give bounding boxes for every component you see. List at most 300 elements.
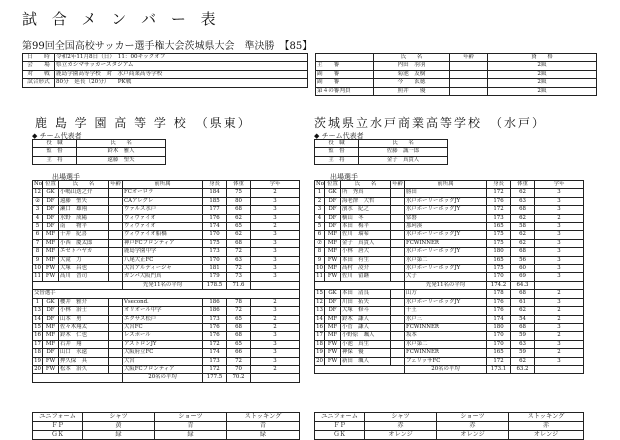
players-label-home: 出場選手 xyxy=(52,173,80,181)
sub-grade: 3 xyxy=(251,332,300,340)
players-header-name: 氏 名 xyxy=(59,181,109,189)
player-name: 遠藤 聖矢 xyxy=(59,197,109,205)
player-age xyxy=(109,223,123,231)
sub-weight: 59 xyxy=(511,332,535,340)
player-age xyxy=(109,265,123,273)
sub-name: 小林 治士 xyxy=(59,307,109,315)
all-avg-weight: 70.2 xyxy=(227,374,251,382)
player-age xyxy=(109,273,123,281)
rep-label-home: ◆ チーム代表者 xyxy=(32,132,82,140)
match-info-value: 県立カシマサッカースタジアム xyxy=(55,62,308,70)
sub-row xyxy=(33,349,300,357)
player-prev: 那珂湊 xyxy=(405,223,487,231)
sub-name: 新田 颯人 xyxy=(341,357,391,365)
player-pos: FW xyxy=(43,265,59,273)
player-row xyxy=(315,223,584,231)
player-row xyxy=(33,223,300,231)
match-info-label: 対 戦 xyxy=(23,70,55,78)
players-header-row xyxy=(33,181,300,189)
official-name: 今 玄徳 xyxy=(374,79,450,87)
uniform-header-label: ユニフォーム xyxy=(33,413,83,422)
uniform-shirt: 黄 xyxy=(83,422,155,431)
player-no: 11 xyxy=(34,273,41,280)
player-no: 3 xyxy=(33,206,43,214)
player-grade: 3 xyxy=(251,239,300,247)
sub-name: 小野原 颯人 xyxy=(341,332,391,340)
player-weight: 68 xyxy=(511,248,535,256)
player-pos: GK xyxy=(325,189,341,197)
rep-row xyxy=(315,156,448,164)
official-row xyxy=(316,70,597,78)
match-info-label: 試合形式 xyxy=(23,79,55,87)
sub-name: 櫻井 雅介 xyxy=(59,298,109,306)
player-weight: 68 xyxy=(227,239,251,247)
sub-pos: MF xyxy=(43,340,59,348)
player-grade: 3 xyxy=(535,223,584,231)
sub-pos: FW xyxy=(325,357,341,365)
player-height: 181 xyxy=(203,265,227,273)
player-grade: 3 xyxy=(251,197,300,205)
sub-prev: FCWINNER xyxy=(405,349,487,357)
player-no: 6 xyxy=(315,231,325,239)
player-height: 184 xyxy=(203,189,227,197)
player-name: 南 物平 xyxy=(59,223,109,231)
player-grade: 3 xyxy=(251,265,300,273)
players-label-away: 出場選手 xyxy=(330,173,358,181)
sub-row xyxy=(315,290,584,298)
player-name: 横山 冬 xyxy=(341,214,391,222)
reps-table-away xyxy=(314,139,448,165)
uniform-row xyxy=(315,422,584,431)
sub-row xyxy=(33,332,300,340)
match-info-row xyxy=(23,70,308,78)
player-grade: 3 xyxy=(535,265,584,273)
player-name: 佐川 留継 xyxy=(341,273,391,281)
uniform-socks: 赤 xyxy=(509,422,584,431)
starters-avg-height: 178.5 xyxy=(203,281,227,289)
uniform-row xyxy=(315,431,584,440)
sub-row xyxy=(315,332,584,340)
sub-pos: MF xyxy=(325,332,341,340)
sub-name: 鈴木 仁也 xyxy=(59,332,109,340)
sub-no: 14 xyxy=(316,315,323,322)
player-height: 179 xyxy=(203,273,227,281)
player-pos: DF xyxy=(43,197,59,205)
player-age xyxy=(391,239,405,247)
uniform-shirt: オレンジ xyxy=(365,431,437,440)
player-grade: 3 xyxy=(251,214,300,222)
uniform-shirt: 赤 xyxy=(365,422,437,431)
uniform-socks: 青 xyxy=(227,422,300,431)
player-age xyxy=(109,214,123,222)
player-no: 12 xyxy=(34,189,41,196)
official-age xyxy=(450,70,488,78)
sub-grade: 2 xyxy=(535,349,584,357)
sub-no: 16 xyxy=(34,332,41,339)
rep-label-away: ◆ チーム代表者 xyxy=(314,132,364,140)
player-row xyxy=(315,248,584,256)
player-grade: 3 xyxy=(535,231,584,239)
player-pos: MF xyxy=(325,265,341,273)
avg-spacer xyxy=(33,374,123,382)
sub-height: 173 xyxy=(203,315,227,323)
player-grade: 3 xyxy=(251,248,300,256)
sub-row xyxy=(33,357,300,365)
official-name: 照井 優 xyxy=(374,87,450,95)
player-weight: 62 xyxy=(511,214,535,222)
player-age xyxy=(109,231,123,239)
sub-height: 172 xyxy=(203,365,227,373)
player-pos: MF xyxy=(325,239,341,247)
player-grade: 3 xyxy=(535,197,584,205)
sub-age xyxy=(391,298,405,306)
sub-height: 170 xyxy=(487,340,511,348)
player-row xyxy=(33,239,300,247)
player-height: 170 xyxy=(487,273,511,281)
rep-row xyxy=(33,156,166,164)
player-pos: MF xyxy=(325,231,341,239)
starters-avg-weight: 71.6 xyxy=(227,281,251,289)
sub-name: 小菅 謙人 xyxy=(341,323,391,331)
sub-prev: 水戸第二 xyxy=(405,340,487,348)
player-grade: 3 xyxy=(535,189,584,197)
official-row xyxy=(316,87,597,95)
uniform-label: ＧＫ xyxy=(315,431,365,440)
player-weight: 62 xyxy=(511,239,535,247)
sub-row xyxy=(33,365,300,373)
player-pos: DF xyxy=(325,223,341,231)
sub-prev: 山方 xyxy=(405,290,487,298)
sub-age xyxy=(391,332,405,340)
player-pos: DF xyxy=(43,214,59,222)
player-age xyxy=(391,197,405,205)
rep-header-name: 氏 名 xyxy=(359,140,448,148)
player-height: 176 xyxy=(487,197,511,205)
player-height: 165 xyxy=(487,256,511,264)
player-name: 高川 晋司 xyxy=(59,273,109,281)
player-grade: 3 xyxy=(535,206,584,214)
player-name: 高村 凌介 xyxy=(341,265,391,273)
player-age xyxy=(391,273,405,281)
player-name: 本田 有生 xyxy=(341,256,391,264)
sub-weight: 68 xyxy=(511,290,535,298)
sub-no: 17 xyxy=(34,340,41,347)
sub-pos: DF xyxy=(325,307,341,315)
player-name: 濱水 紀之 xyxy=(341,206,391,214)
sub-grade: 3 xyxy=(251,340,300,348)
player-no: 4 xyxy=(33,214,43,222)
all-avg-height: 173.1 xyxy=(487,365,511,373)
player-age xyxy=(109,239,123,247)
sub-no: 20 xyxy=(34,365,41,372)
sub-grade: 2 xyxy=(535,307,584,315)
uniform-header-shirt: シャツ xyxy=(83,413,155,422)
sub-height: 186 xyxy=(203,307,227,315)
player-row xyxy=(33,189,300,197)
player-name: 本田 梅平 xyxy=(341,223,391,231)
rep-label-away-text: チーム代表者 xyxy=(321,132,364,140)
player-prev: 水戸第二 xyxy=(405,256,487,264)
sub-weight: 72 xyxy=(227,357,251,365)
player-no: 10 xyxy=(316,265,323,272)
players-header-prev: 前所属 xyxy=(405,181,487,189)
player-weight: 72 xyxy=(227,265,251,273)
player-grade: 3 xyxy=(535,248,584,256)
sub-pos: FW xyxy=(43,365,59,373)
sub-no: 1 xyxy=(33,298,43,306)
uniform-socks: 緑 xyxy=(227,431,300,440)
player-weight: 58 xyxy=(511,223,535,231)
sub-prev: レスポール xyxy=(123,332,203,340)
avg-spacer xyxy=(251,281,300,289)
team-name-away: 茨城県立水戸商業高等学校 （水戸） xyxy=(314,116,547,130)
player-no: ② xyxy=(33,197,43,205)
player-no: 6 xyxy=(33,231,43,239)
player-name: 十井 紀喜 xyxy=(59,231,109,239)
rep-role: 主 将 xyxy=(315,156,359,164)
player-height: 174 xyxy=(203,223,227,231)
uniform-shorts: 赤 xyxy=(437,422,509,431)
player-weight: 75 xyxy=(227,189,251,197)
uniform-table-home xyxy=(32,412,300,440)
player-row xyxy=(33,231,300,239)
avg-spacer xyxy=(535,281,584,289)
sub-weight: 78 xyxy=(227,298,251,306)
sub-weight: 68 xyxy=(227,323,251,331)
match-info-table xyxy=(22,53,308,88)
sub-grade: 3 xyxy=(535,298,584,306)
starters-avg-height: 174.2 xyxy=(487,281,511,289)
player-prev: 水戸ホーリーホックJY xyxy=(405,197,487,205)
sub-pos: DF xyxy=(325,298,341,306)
sub-name: 神保 優 xyxy=(341,349,391,357)
player-age xyxy=(109,248,123,256)
player-age xyxy=(391,248,405,256)
sub-grade: 2 xyxy=(251,315,300,323)
player-row xyxy=(315,206,584,214)
player-row xyxy=(315,231,584,239)
player-no: 8 xyxy=(315,248,325,256)
uniform-label: ＦＰ xyxy=(315,422,365,431)
player-pos: DF xyxy=(43,206,59,214)
sub-age xyxy=(109,340,123,348)
sub-no: 18 xyxy=(316,340,323,347)
players-header-weight: 体重 xyxy=(227,181,251,189)
sub-row xyxy=(315,340,584,348)
players-header-row xyxy=(315,181,584,189)
sub-no: 20 xyxy=(316,357,323,364)
all-avg-weight: 63.2 xyxy=(511,365,535,373)
player-name: 小西 慶太郎 xyxy=(59,239,109,247)
player-grade: 3 xyxy=(251,273,300,281)
uniform-shorts: 青 xyxy=(155,422,227,431)
sub-height: 176 xyxy=(487,307,511,315)
uniform-header-shorts: ショーツ xyxy=(155,413,227,422)
player-prev: 大子 xyxy=(405,273,487,281)
player-prev: 常磐 xyxy=(405,214,487,222)
rep-header-role: 役 職 xyxy=(315,140,359,148)
player-height: 165 xyxy=(487,223,511,231)
sub-prev: FCWINNER xyxy=(405,323,487,331)
sub-age xyxy=(109,298,123,306)
player-height: 170 xyxy=(203,231,227,239)
player-height: 172 xyxy=(487,206,511,214)
sub-grade: 2 xyxy=(251,323,300,331)
sub-name: 小池 真生 xyxy=(341,340,391,348)
uniform-table-away xyxy=(314,412,584,440)
players-header-grade: 学年 xyxy=(251,181,300,189)
sub-no: 13 xyxy=(34,307,41,314)
sub-no: 19 xyxy=(34,357,41,364)
sub-name: 本田 清良 xyxy=(341,290,391,298)
player-prev: 勝田 xyxy=(405,189,487,197)
sub-height: 186 xyxy=(203,298,227,306)
uniform-shorts: 緑 xyxy=(155,431,227,440)
rep-name: 遠藤 聖矢 xyxy=(77,156,166,164)
sub-name: 大塚 修斗 xyxy=(341,307,391,315)
page-title: 試 合 メ ン バ ー 表 xyxy=(22,10,221,28)
official-age xyxy=(450,79,488,87)
players-table-away xyxy=(314,180,584,374)
player-row xyxy=(33,273,300,281)
player-grade: 3 xyxy=(251,206,300,214)
sub-row xyxy=(33,315,300,323)
player-weight: 63 xyxy=(511,197,535,205)
official-role: 副 審 xyxy=(316,70,374,78)
player-no: 9 xyxy=(315,256,325,264)
player-height: 173 xyxy=(487,214,511,222)
all-avg-label: 20名の平均 xyxy=(123,374,203,382)
team-name-home: 鹿 島 学 園 高 等 学 校 （県東） xyxy=(35,116,252,130)
players-header-grade: 学年 xyxy=(535,181,584,189)
sub-pos: FW xyxy=(325,340,341,348)
sub-prev: フェリッサFC xyxy=(405,357,487,365)
player-no: 1 xyxy=(315,189,325,197)
players-header-age: 年齢 xyxy=(392,181,403,187)
page-subtitle: 第99回全国高校サッカー選手権大会茨城県大会 準決勝 【85】 xyxy=(22,41,313,52)
subs-label-row xyxy=(33,290,300,298)
player-row xyxy=(33,206,300,214)
avg-spacer xyxy=(315,281,405,289)
sub-prev: 水戸ホーリーホックJY xyxy=(405,298,487,306)
match-info-label: 日 時 xyxy=(23,54,55,62)
sub-prev: Vsecond. xyxy=(123,298,203,306)
sub-name: 山本 勇 xyxy=(59,315,109,323)
player-prev: 神戸FCフロンティア xyxy=(123,239,203,247)
player-prev: FCオーロラ xyxy=(123,189,203,197)
sub-weight: 66 xyxy=(227,349,251,357)
starters-avg-weight: 64.3 xyxy=(511,281,535,289)
sub-height: 176 xyxy=(203,323,227,331)
player-height: 180 xyxy=(487,248,511,256)
reps-table-home xyxy=(32,139,166,165)
sub-no: 15 xyxy=(316,290,323,297)
official-qual: 2級 xyxy=(488,62,597,70)
player-grade: 2 xyxy=(251,223,300,231)
officials-table xyxy=(315,53,597,96)
sub-weight: 72 xyxy=(227,307,251,315)
player-height: 185 xyxy=(203,197,227,205)
sub-pos: DF xyxy=(43,349,59,357)
player-height: 175 xyxy=(487,239,511,247)
official-qual: 2級 xyxy=(488,79,597,87)
player-no: 4 xyxy=(315,214,325,222)
starters-avg-row xyxy=(315,281,584,289)
sub-age xyxy=(391,340,405,348)
player-grade: 2 xyxy=(535,214,584,222)
player-row xyxy=(315,214,584,222)
player-weight: 56 xyxy=(511,256,535,264)
player-prev: ヴィヴァイオ船橋 xyxy=(123,231,203,239)
player-name: 大塚 昌也 xyxy=(59,265,109,273)
player-prev: ヴァルス水戸 xyxy=(123,206,203,214)
player-name: 海老澤 大哲 xyxy=(341,197,391,205)
sub-age xyxy=(391,323,405,331)
player-grade: 2 xyxy=(251,189,300,197)
sub-grade: 2 xyxy=(251,365,300,373)
player-pos: MF xyxy=(43,239,59,247)
match-info-row xyxy=(23,54,308,62)
player-weight: 62 xyxy=(227,214,251,222)
sub-weight: 65 xyxy=(227,340,251,348)
players-header-no: No xyxy=(34,181,42,187)
player-row xyxy=(33,197,300,205)
sub-row xyxy=(33,307,300,315)
player-prev: 八尾大正FC xyxy=(123,256,203,264)
uniform-label: ＦＰ xyxy=(33,422,83,431)
sub-height: 178 xyxy=(487,290,511,298)
avg-spacer xyxy=(315,365,405,373)
sub-no: 17 xyxy=(316,332,323,339)
sub-prev: 十王 xyxy=(405,307,487,315)
sub-age xyxy=(391,357,405,365)
player-no: 3 xyxy=(315,206,325,214)
player-weight: 62 xyxy=(511,231,535,239)
avg-spacer xyxy=(33,281,123,289)
official-row xyxy=(316,79,597,87)
sub-grade: 2 xyxy=(535,290,584,298)
sub-row xyxy=(315,357,584,365)
sub-height: 165 xyxy=(487,349,511,357)
player-height: 173 xyxy=(203,248,227,256)
sub-grade: 2 xyxy=(251,298,300,306)
rep-name: 佐藤 誠一郎 xyxy=(359,148,448,156)
player-no: ⑦ xyxy=(315,239,325,247)
sub-weight: 68 xyxy=(511,323,535,331)
sub-no: 16 xyxy=(316,323,323,330)
sub-height: 176 xyxy=(203,332,227,340)
player-no: 8 xyxy=(33,248,43,256)
uniform-header-row xyxy=(315,413,584,422)
player-height: 175 xyxy=(487,231,511,239)
player-name: 水野 成陽 xyxy=(59,214,109,222)
sub-weight: 54 xyxy=(511,315,535,323)
uniform-row xyxy=(33,431,300,440)
sub-height: 172 xyxy=(203,340,227,348)
player-row xyxy=(315,265,584,273)
players-header-prev: 前所属 xyxy=(123,181,203,189)
sub-age xyxy=(391,307,405,315)
player-pos: DF xyxy=(325,197,341,205)
player-weight: 68 xyxy=(227,206,251,214)
sub-no: 19 xyxy=(316,349,323,356)
players-header-no: No xyxy=(316,181,324,187)
rep-role: 監 督 xyxy=(33,148,77,156)
uniform-header-label: ユニフォーム xyxy=(315,413,365,422)
player-no: 10 xyxy=(34,265,41,272)
player-height: 170 xyxy=(203,256,227,264)
rep-name: 鈴木 雅人 xyxy=(77,148,166,156)
